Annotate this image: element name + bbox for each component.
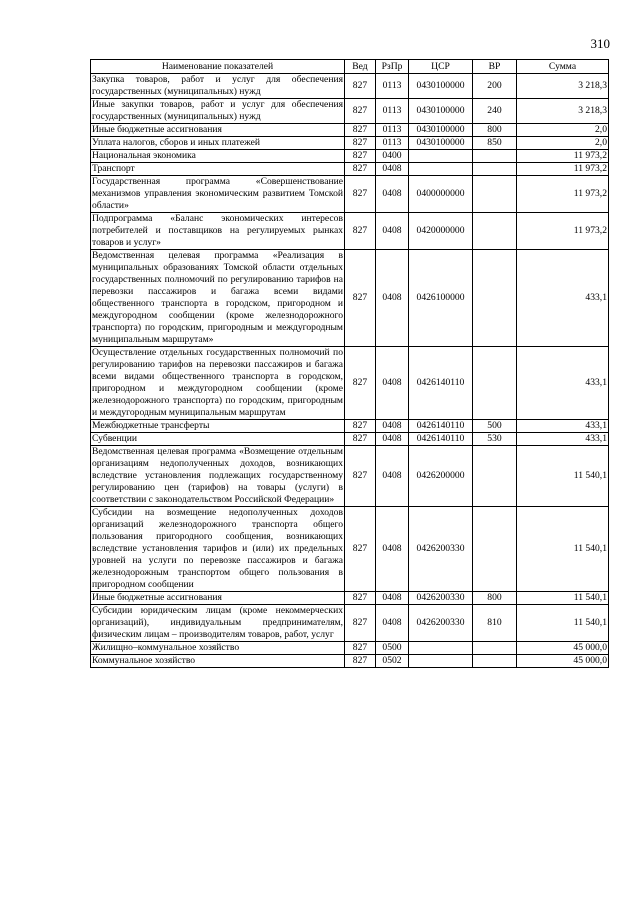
cell-name: Субвенции — [91, 433, 345, 446]
cell-ved: 827 — [345, 137, 376, 150]
table-row — [91, 137, 609, 150]
header-csr: ЦСР — [409, 60, 473, 74]
cell-vr — [473, 163, 517, 176]
cell-csr: 0430100000 — [409, 74, 473, 99]
cell-sum: 433,1 — [517, 420, 609, 433]
cell-name: Субсидии юридическим лицам (кроме некоммерческих организаций), индивидуальным предпринимателям, физическим лицам – производителям товаров, работ, услуг — [92, 605, 343, 640]
cell-csr: 0430100000 — [409, 137, 473, 150]
table-row — [91, 74, 609, 99]
table-row — [91, 150, 609, 163]
table-header-row — [91, 60, 609, 74]
cell-vr: 240 — [473, 99, 517, 124]
cell-sum: 2,0 — [517, 124, 609, 137]
cell-sum: 11 540,1 — [517, 446, 609, 507]
cell-rzpr: 0408 — [376, 605, 409, 642]
header-vr: ВР — [473, 60, 517, 74]
table-row — [91, 99, 609, 124]
cell-ved: 827 — [345, 124, 376, 137]
cell-rzpr: 0408 — [376, 420, 409, 433]
cell-ved: 827 — [345, 592, 376, 605]
cell-csr: 0426140110 — [409, 347, 473, 420]
cell-ved: 827 — [345, 642, 376, 655]
cell-name: Национальная экономика — [91, 150, 345, 163]
cell-name: Коммунальное хозяйство — [91, 655, 345, 668]
cell-rzpr: 0408 — [376, 213, 409, 250]
cell-sum: 45 000,0 — [517, 655, 609, 668]
cell-csr: 0400000000 — [409, 176, 473, 213]
cell-ved: 827 — [345, 433, 376, 446]
cell-ved: 827 — [345, 250, 376, 347]
table-row — [91, 420, 609, 433]
page-number: 310 — [590, 36, 610, 51]
cell-sum: 45 000,0 — [517, 642, 609, 655]
table-row — [91, 642, 609, 655]
table-row — [91, 433, 609, 446]
cell-ved: 827 — [345, 347, 376, 420]
cell-ved: 827 — [345, 420, 376, 433]
cell-rzpr: 0502 — [376, 655, 409, 668]
cell-name: Ведомственная целевая программа «Реализация в муниципальных образованиях Томской области отдельных государственных полномочий по регулированию тарифов на перевозки пассажиров и багажа всеми видами общественного транспорта в городском, пригородном и междугородном сообщении (кроме железнодорожного транспорта) по городским, пригородным и междугородным муниципальным маршрутам» — [92, 250, 343, 345]
cell-csr: 0426140110 — [409, 420, 473, 433]
cell-rzpr: 0113 — [376, 74, 409, 99]
cell-name: Подпрограмма «Баланс экономических интересов потребителей и поставщиков на регулируемых рынках товаров и услуг» — [92, 213, 343, 248]
cell-csr: 0420000000 — [409, 213, 473, 250]
table-row — [91, 655, 609, 668]
cell-rzpr: 0113 — [376, 124, 409, 137]
cell-ved: 827 — [345, 446, 376, 507]
cell-vr: 500 — [473, 420, 517, 433]
cell-sum: 433,1 — [517, 433, 609, 446]
cell-csr: 0426200330 — [409, 605, 473, 642]
cell-vr — [473, 347, 517, 420]
cell-csr — [409, 655, 473, 668]
cell-vr: 810 — [473, 605, 517, 642]
cell-rzpr: 0408 — [376, 592, 409, 605]
table-row — [91, 163, 609, 176]
cell-csr: 0430100000 — [409, 99, 473, 124]
cell-csr: 0426200330 — [409, 507, 473, 592]
header-rzpr: РзПр — [376, 60, 409, 74]
cell-sum: 11 973,2 — [517, 150, 609, 163]
table-row — [91, 605, 609, 642]
cell-csr: 0426200330 — [409, 592, 473, 605]
cell-rzpr: 0113 — [376, 137, 409, 150]
header-sum: Сумма — [517, 60, 609, 74]
cell-name: Иные бюджетные ассигнования — [91, 124, 345, 137]
cell-vr — [473, 176, 517, 213]
cell-sum: 11 540,1 — [517, 605, 609, 642]
table-row — [91, 124, 609, 137]
cell-vr: 850 — [473, 137, 517, 150]
cell-ved: 827 — [345, 655, 376, 668]
budget-table — [90, 59, 609, 668]
cell-sum: 11 973,2 — [517, 213, 609, 250]
cell-vr — [473, 150, 517, 163]
cell-sum: 11 973,2 — [517, 176, 609, 213]
table-body — [91, 74, 609, 668]
cell-name: Ведомственная целевая программа «Возмещение отдельным организациям недополученных доходов, возникающих вследствие установления подлежащих государственному регулированию цен (тарифов) на товары (услуги) в соответствии с законодательством Российской Федерации» — [92, 446, 343, 505]
table-row — [91, 213, 609, 250]
cell-csr: 0426200000 — [409, 446, 473, 507]
cell-csr: 0430100000 — [409, 124, 473, 137]
cell-ved: 827 — [345, 605, 376, 642]
cell-rzpr: 0408 — [376, 250, 409, 347]
table-row — [91, 347, 609, 420]
cell-ved: 827 — [345, 507, 376, 592]
cell-sum: 433,1 — [517, 250, 609, 347]
cell-vr: 200 — [473, 74, 517, 99]
cell-sum: 11 973,2 — [517, 163, 609, 176]
cell-vr — [473, 250, 517, 347]
cell-sum: 433,1 — [517, 347, 609, 420]
cell-csr — [409, 163, 473, 176]
cell-name: Транспорт — [91, 163, 345, 176]
cell-rzpr: 0408 — [376, 507, 409, 592]
cell-name: Субсидии на возмещение недополученных доходов организаций железнодорожного транспорта общего пользования пригородного сообщения, возникающих вследствие установления тарифов и (или) их предельных уровней на услуги по перевозке пассажиров и багажа железнодорожным транспортом общего пользования в пригородном сообщении — [92, 507, 343, 590]
cell-name: Осуществление отдельных государственных полномочий по регулированию тарифов на перевозки пассажиров и багажа всеми видами общественного транспорта в городском, пригородном и междугородном сообщении (кроме железнодорожного транспорта) по городским, пригородным и междугородным муниципальным маршрутам — [92, 347, 343, 418]
cell-rzpr: 0500 — [376, 642, 409, 655]
cell-vr — [473, 655, 517, 668]
cell-sum: 3 218,3 — [517, 74, 609, 99]
cell-name: Государственная программа «Совершенствование механизмов управления экономическим развитием Томской области» — [92, 176, 343, 211]
cell-sum: 11 540,1 — [517, 507, 609, 592]
cell-vr — [473, 507, 517, 592]
table-row — [91, 250, 609, 347]
cell-vr — [473, 213, 517, 250]
cell-csr: 0426100000 — [409, 250, 473, 347]
cell-ved: 827 — [345, 163, 376, 176]
table-row — [91, 592, 609, 605]
table-row — [91, 507, 609, 592]
cell-rzpr: 0408 — [376, 446, 409, 507]
cell-rzpr: 0400 — [376, 150, 409, 163]
cell-ved: 827 — [345, 150, 376, 163]
cell-vr — [473, 642, 517, 655]
cell-rzpr: 0408 — [376, 433, 409, 446]
cell-vr — [473, 446, 517, 507]
cell-vr: 530 — [473, 433, 517, 446]
cell-name: Уплата налогов, сборов и иных платежей — [91, 137, 345, 150]
cell-ved: 827 — [345, 176, 376, 213]
header-name: Наименование показателей — [91, 60, 345, 74]
cell-rzpr: 0408 — [376, 176, 409, 213]
cell-csr — [409, 642, 473, 655]
cell-name: Межбюджетные трансферты — [91, 420, 345, 433]
cell-sum: 3 218,3 — [517, 99, 609, 124]
cell-name: Жилищно–коммунальное хозяйство — [91, 642, 345, 655]
cell-name: Закупка товаров, работ и услуг для обеспечения государственных (муниципальных) нужд — [92, 74, 343, 97]
table-row — [91, 176, 609, 213]
cell-vr: 800 — [473, 592, 517, 605]
cell-rzpr: 0408 — [376, 163, 409, 176]
table-row — [91, 446, 609, 507]
cell-csr — [409, 150, 473, 163]
header-ved: Вед — [345, 60, 376, 74]
cell-csr: 0426140110 — [409, 433, 473, 446]
cell-sum: 11 540,1 — [517, 592, 609, 605]
cell-name: Иные бюджетные ассигнования — [91, 592, 345, 605]
cell-ved: 827 — [345, 74, 376, 99]
cell-ved: 827 — [345, 213, 376, 250]
cell-vr: 800 — [473, 124, 517, 137]
cell-rzpr: 0408 — [376, 347, 409, 420]
cell-sum: 2,0 — [517, 137, 609, 150]
cell-rzpr: 0113 — [376, 99, 409, 124]
cell-name: Иные закупки товаров, работ и услуг для обеспечения государственных (муниципальных) нужд — [92, 99, 343, 122]
cell-ved: 827 — [345, 99, 376, 124]
